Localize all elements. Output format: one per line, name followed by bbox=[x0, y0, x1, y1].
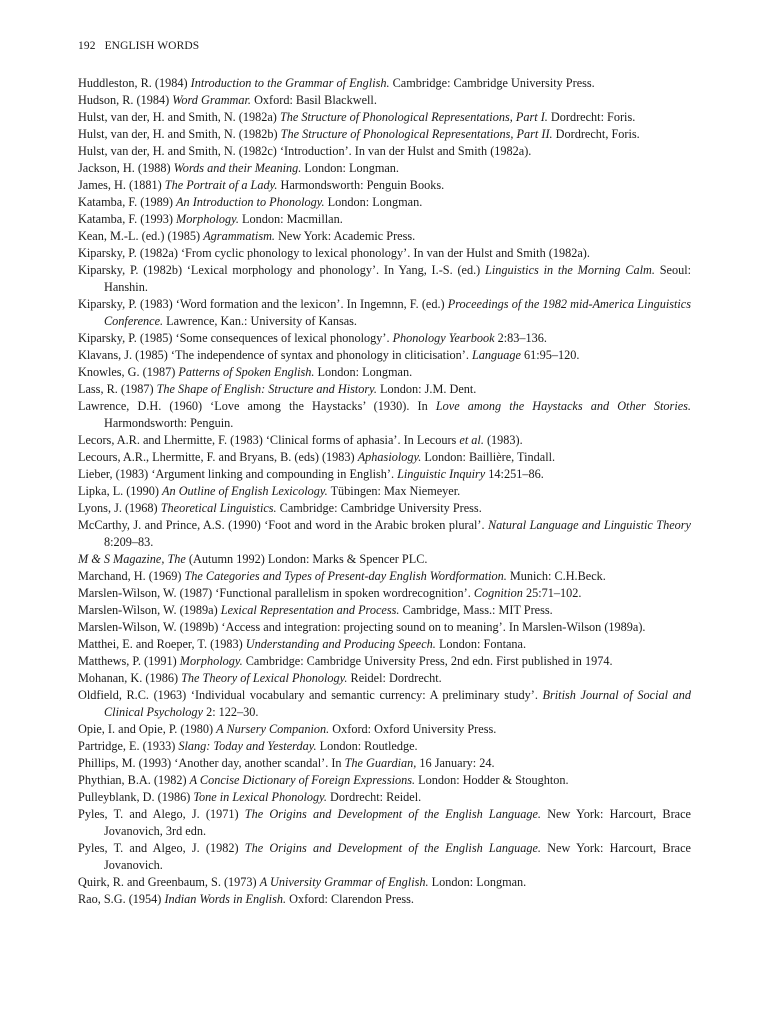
reference-text: Marslen-Wilson, W. (1987) ‘Functional parallelism in spoken wordrecognition’. bbox=[78, 586, 474, 600]
reference-text: London: Fontana. bbox=[435, 637, 527, 651]
reference-title-italic: The Structure of Phonological Representations, Part I. bbox=[279, 110, 548, 124]
reference-text: Matthei, E. and Roeper, T. (1983) bbox=[78, 637, 246, 651]
reference-title-italic: Indian Words in English. bbox=[164, 892, 287, 906]
reference-text: Kiparsky, P. (1983) ‘Word formation and the lexicon’. In Ingemnn, F. (ed.) bbox=[78, 297, 448, 311]
reference-entry bbox=[78, 687, 691, 721]
reference-text: McCarthy, J. and Prince, A.S. (1990) ‘Foot and word in the Arabic broken plural’. bbox=[78, 518, 489, 532]
reference-entry bbox=[78, 109, 691, 126]
reference-text: Marslen-Wilson, W. (1989a) bbox=[78, 603, 221, 617]
reference-text: Kean, M.-L. (ed.) (1985) bbox=[78, 229, 204, 243]
reference-entry bbox=[78, 364, 691, 381]
reference-text: Pyles, T. and Alego, J. (1971) bbox=[78, 807, 245, 821]
reference-title-italic: The Shape of English: Structure and History. bbox=[156, 382, 377, 396]
reference-title-italic: The Portrait of a Lady. bbox=[164, 178, 278, 192]
reference-text: Huddleston, R. (1984) bbox=[78, 76, 191, 90]
reference-title-italic: Words and their Meaning. bbox=[173, 161, 302, 175]
reference-text: Oxford: Basil Blackwell. bbox=[251, 93, 377, 107]
reference-text: Reidel: Dordrecht. bbox=[347, 671, 442, 685]
reference-title-italic: An Outline of English Lexicology. bbox=[162, 484, 328, 498]
reference-text: Partridge, E. (1933) bbox=[78, 739, 179, 753]
reference-text: Mohanan, K. (1986) bbox=[78, 671, 182, 685]
reference-text: London: Longman. bbox=[428, 875, 527, 889]
reference-title-italic: Aphasiology. bbox=[357, 450, 422, 464]
reference-title-italic: Linguistic Inquiry bbox=[397, 467, 486, 481]
reference-text: 16 January: 24. bbox=[416, 756, 495, 770]
reference-text: (Autumn 1992) London: Marks & Spencer PLC. bbox=[185, 552, 428, 566]
reference-entry bbox=[78, 738, 691, 755]
reference-text: Hulst, van der, H. and Smith, N. (1982a) bbox=[78, 110, 280, 124]
reference-title-italic: Lexical Representation and Process. bbox=[220, 603, 400, 617]
reference-text: Phythian, B.A. (1982) bbox=[78, 773, 190, 787]
reference-text: Cambridge, Mass.: MIT Press. bbox=[399, 603, 553, 617]
reference-text: New York: Harcourt, Brace Jovanovich. bbox=[104, 841, 691, 872]
reference-entry bbox=[78, 772, 691, 789]
reference-text: Lecors, A.R. and Lhermitte, F. (1983) ‘Clinical forms of aphasia’. In Lecours bbox=[78, 433, 460, 447]
reference-title-italic: Tone in Lexical Phonology. bbox=[193, 790, 327, 804]
reference-entry bbox=[78, 398, 691, 432]
reference-title-italic: The Guardian, bbox=[344, 756, 417, 770]
reference-text: Lawrence, Kan.: University of Kansas. bbox=[163, 314, 357, 328]
reference-text: Kiparsky, P. (1985) ‘Some consequences of lexical phonology’. bbox=[78, 331, 393, 345]
reference-text: Hulst, van der, H. and Smith, N. (1982b) bbox=[78, 127, 281, 141]
reference-text: Lieber, (1983) ‘Argument linking and compounding in English’. bbox=[78, 467, 398, 481]
reference-entry bbox=[78, 551, 691, 568]
reference-entry bbox=[78, 721, 691, 738]
reference-entry bbox=[78, 755, 691, 772]
reference-entry bbox=[78, 245, 691, 262]
reference-text: Tübingen: Max Niemeyer. bbox=[327, 484, 461, 498]
reference-title-italic: A Nursery Companion. bbox=[216, 722, 330, 736]
reference-entry bbox=[78, 296, 691, 330]
reference-entry bbox=[78, 585, 691, 602]
reference-text: 61:95–120. bbox=[520, 348, 580, 362]
reference-entry bbox=[78, 568, 691, 585]
reference-entry bbox=[78, 211, 691, 228]
reference-title-italic: A Concise Dictionary of Foreign Expressions. bbox=[189, 773, 416, 787]
reference-text: Dordrecht: Reidel. bbox=[326, 790, 422, 804]
reference-text: Katamba, F. (1989) bbox=[78, 195, 177, 209]
reference-title-italic: The Origins and Development of the English Language. bbox=[244, 807, 541, 821]
reference-title-italic: Morphology. bbox=[176, 212, 239, 226]
reference-title-italic: Word Grammar. bbox=[172, 93, 251, 107]
page-number: 192 bbox=[78, 40, 96, 52]
reference-entry bbox=[78, 874, 691, 891]
reference-text: Klavans, J. (1985) ‘The independence of syntax and phonology in cliticisation’. bbox=[78, 348, 472, 362]
reference-text: Lyons, J. (1968) bbox=[78, 501, 161, 515]
reference-text: Dordrecht, Foris. bbox=[552, 127, 640, 141]
reference-text: Oldfield, R.C. (1963) ‘Individual vocabulary and semantic currency: A preliminary study’. bbox=[78, 688, 543, 702]
reference-text: Hudson, R. (1984) bbox=[78, 93, 173, 107]
reference-entry bbox=[78, 466, 691, 483]
reference-entry bbox=[78, 789, 691, 806]
reference-text: Lipka, L. (1990) bbox=[78, 484, 163, 498]
reference-entry bbox=[78, 432, 691, 449]
reference-text: James, H. (1881) bbox=[78, 178, 165, 192]
reference-title-italic: Morphology. bbox=[179, 654, 243, 668]
reference-text: Lass, R. (1987) bbox=[78, 382, 157, 396]
reference-entry bbox=[78, 483, 691, 500]
reference-text: New York: Harcourt, Brace Jovanovich, 3rd edn. bbox=[104, 807, 691, 838]
reference-title-italic: Phonology Yearbook bbox=[392, 331, 495, 345]
reference-text: 2:83–136. bbox=[494, 331, 547, 345]
reference-text: Kiparsky, P. (1982b) ‘Lexical morphology and phonology’. In Yang, I.-S. (ed.) bbox=[78, 263, 486, 277]
reference-title-italic: Introduction to the Grammar of English. bbox=[190, 76, 390, 90]
reference-entry bbox=[78, 806, 691, 840]
reference-text: London: Macmillan. bbox=[238, 212, 343, 226]
reference-title-italic: Theoretical Linguistics. bbox=[160, 501, 277, 515]
reference-entry bbox=[78, 381, 691, 398]
reference-text: Phillips, M. (1993) ‘Another day, another scandal’. In bbox=[78, 756, 345, 770]
reference-text: New York: Academic Press. bbox=[275, 229, 416, 243]
reference-text: London: J.M. Dent. bbox=[376, 382, 477, 396]
reference-title-italic: Agrammatism. bbox=[203, 229, 275, 243]
reference-title-italic: et al. bbox=[459, 433, 484, 447]
reference-text: Katamba, F. (1993) bbox=[78, 212, 177, 226]
reference-text: Rao, S.G. (1954) bbox=[78, 892, 165, 906]
reference-text: Dordrecht: Foris. bbox=[547, 110, 636, 124]
reference-text: Jackson, H. (1988) bbox=[78, 161, 174, 175]
reference-text: Marchand, H. (1969) bbox=[78, 569, 185, 583]
reference-text: Oxford: Clarendon Press. bbox=[286, 892, 414, 906]
reference-text: Oxford: Oxford University Press. bbox=[329, 722, 497, 736]
reference-text: Knowles, G. (1987) bbox=[78, 365, 179, 379]
reference-entry bbox=[78, 160, 691, 177]
reference-text: (1983). bbox=[483, 433, 523, 447]
reference-text: Hulst, van der, H. and Smith, N. (1982c) ‘Introduction’. In van der Hulst and Smith (1982a). bbox=[78, 144, 532, 158]
reference-entry bbox=[78, 636, 691, 653]
reference-entry bbox=[78, 194, 691, 211]
reference-text: 14:251–86. bbox=[485, 467, 544, 481]
reference-entry bbox=[78, 517, 691, 551]
reference-entry bbox=[78, 891, 691, 908]
reference-entry bbox=[78, 449, 691, 466]
reference-title-italic: Proceedings of the 1982 mid-America Linguistics Conference. bbox=[104, 297, 691, 328]
reference-title-italic: Understanding and Producing Speech. bbox=[245, 637, 436, 651]
reference-entry bbox=[78, 840, 691, 874]
reference-text: Lecours, A.R., Lhermitte, F. and Bryans, B. (eds) (1983) bbox=[78, 450, 358, 464]
reference-text: Marslen-Wilson, W. (1989b) ‘Access and integration: projecting sound on to meaning’. In Marslen-Wilson (1989a). bbox=[78, 620, 646, 634]
reference-title-italic: The Structure of Phonological Representations, Part II. bbox=[280, 127, 553, 141]
reference-text: London: Longman. bbox=[324, 195, 423, 209]
reference-title-italic: M & S Magazine, The bbox=[78, 552, 186, 566]
reference-entry bbox=[78, 330, 691, 347]
reference-entry bbox=[78, 500, 691, 517]
reference-title-italic: Linguistics in the Morning Calm. bbox=[485, 263, 655, 277]
reference-entry bbox=[78, 262, 691, 296]
reference-text: Kiparsky, P. (1982a) ‘From cyclic phonology to lexical phonology’. In van der Hulst and Smith (1982a). bbox=[78, 246, 590, 260]
reference-title-italic: Slang: Today and Yesterday. bbox=[178, 739, 317, 753]
reference-entry bbox=[78, 602, 691, 619]
reference-text: Opie, I. and Opie, P. (1980) bbox=[78, 722, 217, 736]
reference-text: London: Longman. bbox=[301, 161, 399, 175]
reference-text: Pulleyblank, D. (1986) bbox=[78, 790, 194, 804]
reference-title-italic: Cognition bbox=[473, 586, 523, 600]
reference-entry bbox=[78, 670, 691, 687]
reference-title-italic: The Theory of Lexical Phonology. bbox=[181, 671, 348, 685]
reference-entry bbox=[78, 619, 691, 636]
reference-title-italic: A University Grammar of English. bbox=[259, 875, 429, 889]
reference-text: 25:71–102. bbox=[522, 586, 582, 600]
reference-text: 2: 122–30. bbox=[203, 705, 259, 719]
reference-text: Harmondsworth: Penguin Books. bbox=[277, 178, 445, 192]
reference-text: Matthews, P. (1991) bbox=[78, 654, 180, 668]
reference-title-italic: Love among the Haystacks and Other Stories. bbox=[435, 399, 691, 413]
reference-text: Harmondsworth: Penguin. bbox=[104, 416, 234, 430]
reference-list bbox=[78, 75, 691, 908]
reference-entry bbox=[78, 143, 691, 160]
reference-entry bbox=[78, 177, 691, 194]
reference-title-italic: The Origins and Development of the English Language. bbox=[244, 841, 541, 855]
reference-title-italic: Language bbox=[471, 348, 521, 362]
reference-text: Munich: C.H.Beck. bbox=[506, 569, 606, 583]
reference-text: Cambridge: Cambridge University Press. bbox=[389, 76, 595, 90]
running-title: ENGLISH WORDS bbox=[104, 40, 200, 52]
reference-text: London: Hodder & Stoughton. bbox=[415, 773, 569, 787]
reference-title-italic: British Journal of Social and Clinical Psychology bbox=[104, 688, 692, 719]
reference-entry bbox=[78, 347, 691, 364]
reference-text: Cambridge: Cambridge University Press. bbox=[276, 501, 482, 515]
book-page bbox=[78, 38, 691, 908]
reference-text: 8:209–83. bbox=[104, 535, 154, 549]
reference-text: London: Longman. bbox=[314, 365, 413, 379]
reference-text: Pyles, T. and Algeo, J. (1982) bbox=[78, 841, 245, 855]
reference-title-italic: The Categories and Types of Present-day English Wordformation. bbox=[184, 569, 507, 583]
reference-text: Seoul: Hanshin. bbox=[104, 263, 691, 294]
reference-entry bbox=[78, 92, 691, 109]
reference-entry bbox=[78, 228, 691, 245]
reference-entry bbox=[78, 126, 691, 143]
reference-title-italic: Patterns of Spoken English. bbox=[178, 365, 315, 379]
reference-title-italic: An Introduction to Phonology. bbox=[176, 195, 325, 209]
reference-text: London: Routledge. bbox=[316, 739, 418, 753]
reference-text: Lawrence, D.H. (1960) ‘Love among the Haystacks’ (1930). In bbox=[78, 399, 436, 413]
running-head bbox=[78, 38, 691, 54]
reference-text: Quirk, R. and Greenbaum, S. (1973) bbox=[78, 875, 260, 889]
reference-text: Cambridge: Cambridge University Press, 2nd edn. First published in 1974. bbox=[242, 654, 613, 668]
reference-text: London: Baillière, Tindall. bbox=[421, 450, 556, 464]
reference-entry bbox=[78, 653, 691, 670]
reference-title-italic: Natural Language and Linguistic Theory bbox=[488, 518, 691, 532]
reference-entry bbox=[78, 75, 691, 92]
